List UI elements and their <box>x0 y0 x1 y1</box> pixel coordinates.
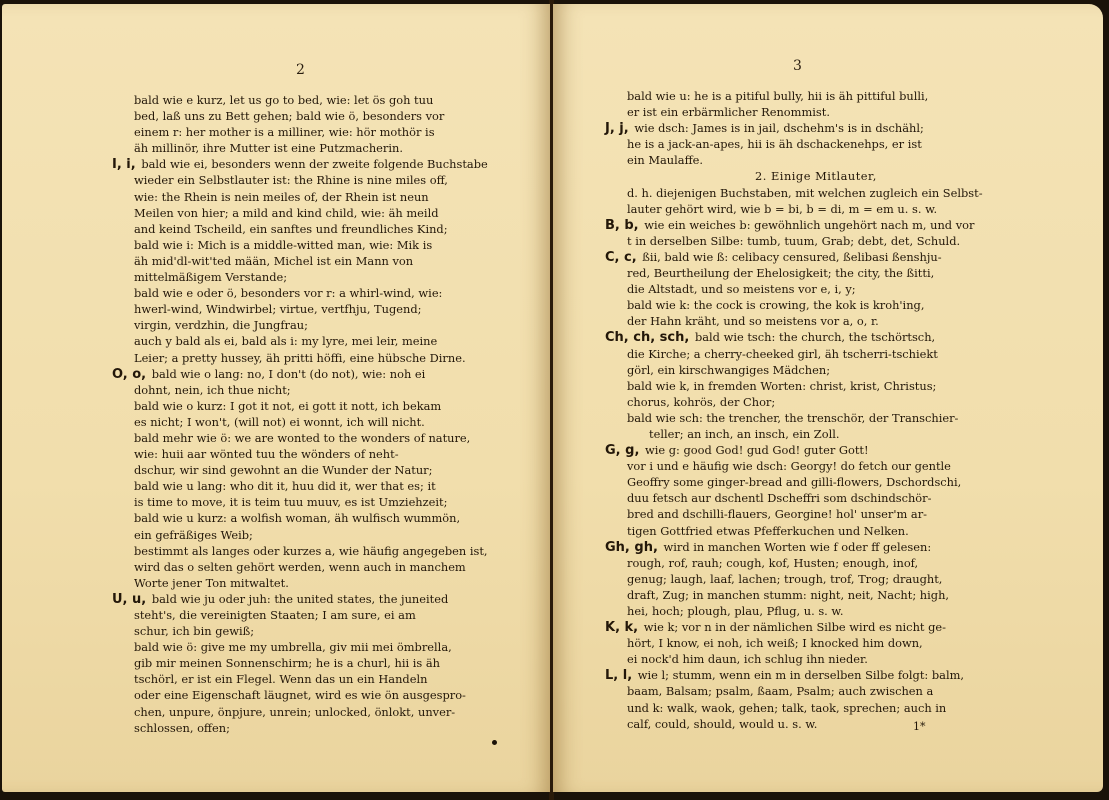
page-number: 2 <box>296 62 305 78</box>
text-line <box>605 136 1057 152</box>
text-line <box>605 667 1057 683</box>
text-line <box>605 281 1057 297</box>
line-text: hwerl-wind, Windwirbel; virtue, vertfhju, Tugend; <box>134 302 422 317</box>
line-text: ßii, bald wie ß: celibacy censured, ßelibasi ßenshju- <box>642 249 942 264</box>
line-text: der Hahn kräht, und so meistens vor a, o, r. <box>627 314 879 329</box>
line-text: bald wie e kurz, let us go to bed, wie: let ös goh tuu <box>134 93 434 107</box>
line-text: bald wie u lang: who dit it, huu did it, wer that es; it <box>134 479 436 494</box>
line-text: Meilen von hier; a mild and kind child, wie: äh meild <box>134 205 439 220</box>
entry-letter: I, i, <box>112 157 136 173</box>
text-line <box>605 603 1057 619</box>
line-text: wie ein weiches b: gewöhnlich ungehört nach m, und vor <box>644 217 975 232</box>
entry-letter: C, c, <box>605 249 637 265</box>
line-text: tschörl, er ist ein Flegel. Wenn das un ein Handeln <box>134 672 428 687</box>
line-text: einem r: her mother is a milliner, wie: hör mothör is <box>134 125 435 140</box>
signature-mark: 1* <box>913 720 926 733</box>
text-line <box>605 523 1057 539</box>
line-text: wie l; stumm, wenn ein m in derselben Silbe folgt: balm, <box>637 668 965 683</box>
text-line <box>112 92 502 108</box>
text-line <box>605 426 1057 442</box>
line-text: wie dsch: James is in jail, dschehm's is in dschähl; <box>634 121 924 136</box>
entry-letter: L, l, <box>605 668 633 684</box>
line-text: bald wie o kurz: I got it not, ei gott it nott, ich bekam <box>134 398 442 413</box>
line-text: duu fetsch aur dschentl Dscheffri som dschindschör- <box>627 491 932 506</box>
line-text: chen, unpure, önpjure, unrein; unlocked, önlokt, unver- <box>134 704 456 719</box>
text-line <box>112 543 502 559</box>
line-text: bald wie i: Mich is a middle-witted man, wie: Mik is <box>134 237 433 252</box>
line-text: wie k; vor n in der nämlichen Silbe wird es nicht ge- <box>643 620 946 635</box>
text-line <box>605 185 1057 201</box>
left-page <box>2 4 550 792</box>
text-line <box>605 700 1057 716</box>
text-line <box>605 555 1057 571</box>
text-line <box>112 205 502 221</box>
line-text: Geoffry some ginger-bread and gilli-flowers, Dschordschi, <box>627 475 962 490</box>
text-line <box>605 104 1057 120</box>
line-text: hei, hoch; plough, plau, Pflug, u. s. w. <box>627 604 844 618</box>
line-text: bald wie u kurz: a wolfish woman, äh wulfisch wummön, <box>134 511 461 526</box>
text-line <box>112 221 502 237</box>
line-text: rough, rof, rauh; cough, kof, Husten; enough, inof, <box>627 555 919 570</box>
entry-letter: O, o, <box>112 366 147 382</box>
text-line <box>112 639 502 655</box>
text-line <box>605 168 1057 184</box>
text-line <box>605 265 1057 281</box>
line-text: bald wie e oder ö, besonders vor r: a whirl-wind, wie: <box>134 286 443 301</box>
text-line <box>112 124 502 140</box>
entry-letter: G, g, <box>605 443 640 459</box>
line-text: bald wie ei, besonders wenn der zweite folgende Buchstabe <box>141 157 488 172</box>
line-text: äh mid'dl-wit'ted mään, Michel ist ein Mann von <box>134 253 414 268</box>
line-text: chorus, kohrös, der Chor; <box>627 394 776 409</box>
line-text: es nicht; I won't, (will not) ei wonnt, ich will nicht. <box>134 414 425 429</box>
ink-spot <box>492 740 497 745</box>
text-line <box>112 189 502 205</box>
entry-letter: Gh, gh, <box>605 539 658 555</box>
line-text: dschur, wir sind gewohnt an die Wunder der Natur; <box>134 463 433 478</box>
line-text: bald wie o lang: no, I don't (do not), wie: noh ei <box>151 366 426 381</box>
text-line <box>605 571 1057 587</box>
text-line <box>112 253 502 269</box>
text-line <box>112 591 502 607</box>
text-line <box>605 313 1057 329</box>
line-text: die Altstadt, und so meistens vor e, i, y; <box>627 282 856 297</box>
text-line <box>605 442 1057 458</box>
page-text <box>605 88 1057 732</box>
text-line <box>112 156 502 172</box>
line-text: auch y bald als ei, bald als i: my lyre, mei leir, meine <box>134 334 438 349</box>
text-line <box>605 346 1057 362</box>
line-text: schlossen, offen; <box>134 720 230 735</box>
entry-letter: K, k, <box>605 620 639 636</box>
line-text: Leier; a pretty hussey, äh pritti höffi, eine hübsche Dirne. <box>134 350 466 365</box>
line-text: bald wie k, in fremden Worten: christ, krist, Christus; <box>627 378 937 393</box>
line-text: draft, Zug; in manchen stumm: night, neit, Nacht; high, <box>627 587 950 602</box>
line-text: bestimmt als langes oder kurzes a, wie häufig angegeben ist, <box>134 543 488 558</box>
line-text: d. h. diejenigen Buchstaben, mit welchen zugleich ein Selbst- <box>627 185 983 200</box>
text-line <box>605 539 1057 555</box>
text-line <box>112 285 502 301</box>
text-line <box>112 720 502 736</box>
text-line <box>605 297 1057 313</box>
text-line <box>605 619 1057 635</box>
text-line <box>112 527 502 543</box>
entry-letter: U, u, <box>112 591 147 607</box>
line-text: bald wie k: the cock is crowing, the kok is kroh'ing, <box>627 298 925 313</box>
page-text <box>112 92 502 736</box>
text-line <box>605 329 1057 345</box>
text-line <box>112 462 502 478</box>
text-line <box>605 378 1057 394</box>
line-text: dohnt, nein, ich thue nicht; <box>134 382 291 397</box>
line-text: mittelmäßigem Verstande; <box>134 270 288 285</box>
line-text: bald wie ju oder juh: the united states, the juneited <box>151 591 449 606</box>
line-text: vor i und e häufig wie dsch: Georgy! do fetch our gentle <box>627 459 951 474</box>
line-text: bed, laß uns zu Bett gehen; bald wie ö, besonders vor <box>134 109 445 124</box>
text-line <box>112 382 502 398</box>
line-text: steht's, die vereinigten Staaten; I am sure, ei am <box>134 608 416 622</box>
line-text: bald wie tsch: the church, the tschörtsch, <box>694 330 936 345</box>
text-line <box>605 249 1057 265</box>
text-line <box>605 233 1057 249</box>
text-line <box>112 317 502 333</box>
text-line <box>112 140 502 156</box>
text-line <box>112 671 502 687</box>
line-text: bald wie sch: the trencher, the trenschör, der Transchier- <box>627 410 959 425</box>
line-text: he is a jack-an-apes, hii is äh dschackenehps, er ist <box>627 137 922 152</box>
text-line <box>112 414 502 430</box>
text-line <box>605 217 1057 233</box>
text-line <box>112 446 502 462</box>
line-text: calf, could, should, would u. s. w. <box>627 716 818 731</box>
line-text: wird das o selten gehört werden, wenn auch in manchem <box>134 559 466 574</box>
text-line <box>112 301 502 317</box>
text-line <box>605 201 1057 217</box>
page-number: 3 <box>793 58 802 74</box>
text-line <box>112 494 502 510</box>
line-text: teller; an inch, an insch, ein Zoll. <box>649 426 840 441</box>
line-text: lauter gehört wird, wie b = bi, b = di, m = em u. s. w. <box>627 201 938 216</box>
text-line <box>112 398 502 414</box>
text-line <box>605 458 1057 474</box>
text-line <box>605 490 1057 506</box>
line-text: hört, I know, ei noh, ich weiß; I knocked him down, <box>627 636 923 651</box>
text-line <box>112 366 502 382</box>
line-text: virgin, verdzhin, die Jungfrau; <box>134 318 308 333</box>
text-line <box>112 269 502 285</box>
text-line <box>605 587 1057 603</box>
text-line <box>112 333 502 349</box>
line-text: oder eine Eigenschaft läugnet, wird es wie ön ausgespro- <box>134 688 466 703</box>
text-line <box>112 655 502 671</box>
text-line <box>112 623 502 639</box>
text-line <box>605 474 1057 490</box>
text-line <box>112 704 502 720</box>
line-text: wie g: good God! gud God! guter Gott! <box>645 443 869 458</box>
entry-letter: J, j, <box>605 121 629 137</box>
entry-letter: Ch, ch, sch, <box>605 330 690 346</box>
text-line <box>112 687 502 703</box>
line-text: ein gefräßiges Weib; <box>134 527 253 542</box>
line-text: äh millinör, ihre Mutter ist eine Putzmacherin. <box>134 141 403 156</box>
text-line <box>605 152 1057 168</box>
line-text: 2. Einige Mitlauter, <box>755 169 877 184</box>
line-text: red, Beurtheilung der Ehelosigkeit; the city, the ßitti, <box>627 266 935 281</box>
line-text: t in derselben Silbe: tumb, tuum, Grab; debt, det, Schuld. <box>627 233 961 248</box>
text-line <box>112 575 502 591</box>
entry-letter: B, b, <box>605 217 639 233</box>
right-page <box>553 4 1103 792</box>
line-text: bald wie u: he is a pitiful bully, hii is äh pittiful bulli, <box>627 89 929 103</box>
text-line <box>605 362 1057 378</box>
text-line <box>112 510 502 526</box>
line-text: wie: huii aar wönted tuu the wönders of neht- <box>134 447 399 462</box>
line-text: und k: walk, waok, gehen; talk, taok, sprechen; auch in <box>627 700 947 715</box>
text-line <box>112 430 502 446</box>
text-line <box>605 394 1057 410</box>
line-text: genug; laugh, laaf, lachen; trough, trof, Trog; draught, <box>627 571 943 586</box>
text-line <box>605 506 1057 522</box>
line-text: ein Maulaffe. <box>627 153 704 168</box>
text-line <box>112 559 502 575</box>
line-text: is time to move, it is teim tuu muuv, es ist Umziehzeit; <box>134 495 448 510</box>
line-text: die Kirche; a cherry-cheeked girl, äh tscherri-tschiekt <box>627 346 938 361</box>
text-line <box>605 410 1057 426</box>
line-text: gib mir meinen Sonnenschirm; he is a churl, hii is äh <box>134 656 440 671</box>
text-line <box>112 607 502 623</box>
line-text: schur, ich bin gewiß; <box>134 624 255 639</box>
line-text: bred and dschilli-flauers, Georgine! hol' unser'm ar- <box>627 507 927 522</box>
text-line <box>112 350 502 366</box>
text-line <box>605 88 1057 104</box>
line-text: tigen Gottfried etwas Pfefferkuchen und Nelken. <box>627 523 909 538</box>
line-text: bald wie ö: give me my umbrella, giv mii mei ömbrella, <box>134 640 452 655</box>
line-text: wie: the Rhein is nein meiles of, der Rhein ist neun <box>134 189 429 204</box>
line-text: Worte jener Ton mitwaltet. <box>134 575 289 590</box>
text-line <box>112 172 502 188</box>
text-line <box>605 716 1057 732</box>
line-text: ei nock'd him daun, ich schlug ihn nieder. <box>627 652 868 667</box>
line-text: bald mehr wie ö: we are wonted to the wonders of nature, <box>134 430 471 445</box>
line-text: wieder ein Selbstlauter ist: the Rhine is nine miles off, <box>134 173 448 188</box>
text-line <box>112 478 502 494</box>
text-line <box>112 237 502 253</box>
text-line <box>605 120 1057 136</box>
line-text: görl, ein kirschwangiges Mädchen; <box>627 362 831 377</box>
text-line <box>605 635 1057 651</box>
text-line <box>605 651 1057 667</box>
text-line <box>605 683 1057 699</box>
line-text: wird in manchen Worten wie f oder ff gelesen: <box>663 539 932 554</box>
line-text: and keind Tscheild, ein sanftes und freundliches Kind; <box>134 221 448 236</box>
line-text: er ist ein erbärmlicher Renommist. <box>627 105 830 120</box>
line-text: baam, Balsam; psalm, ßaam, Psalm; auch zwischen a <box>627 684 934 699</box>
text-line <box>112 108 502 124</box>
